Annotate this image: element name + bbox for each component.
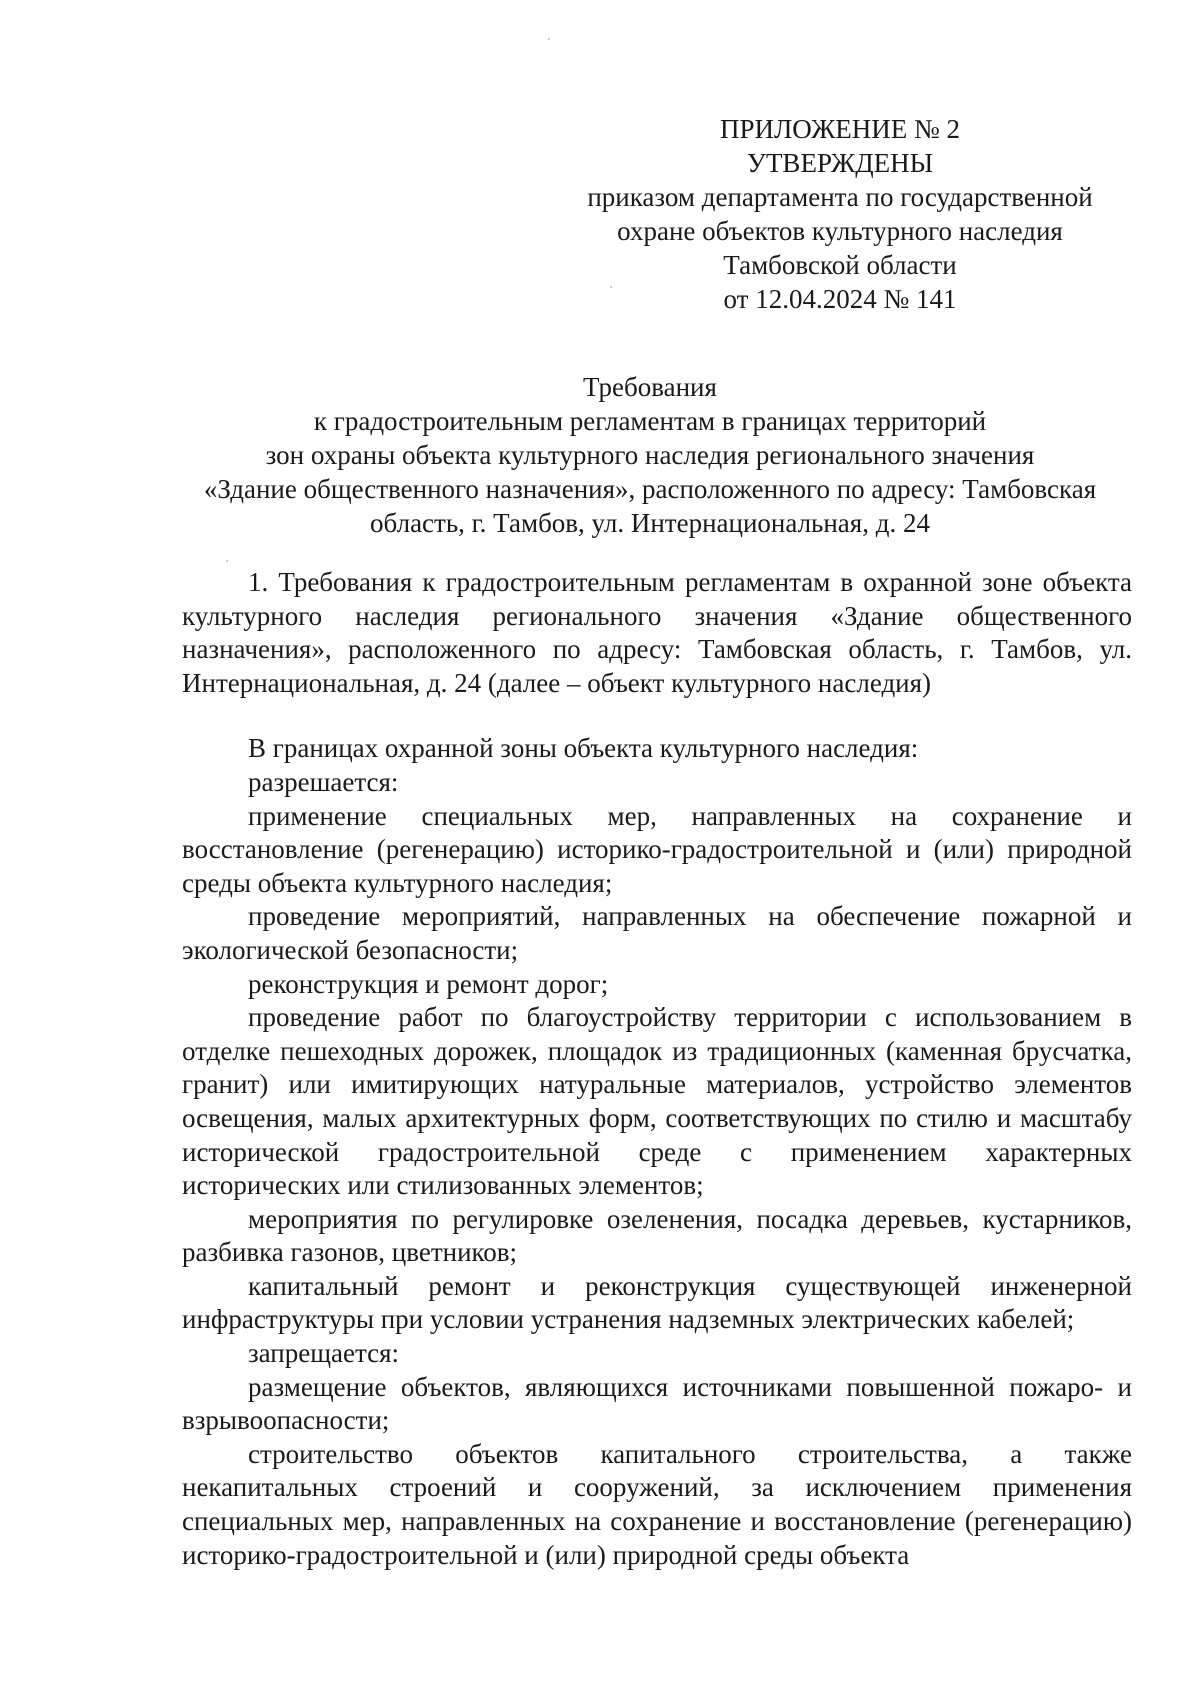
appendix-number: ПРИЛОЖЕНИЕ № 2 — [719, 114, 961, 144]
title-line-5: область, г. Тамбов, ул. Интернациональная, д. 24 — [370, 508, 930, 538]
forbidden-item: строительство объектов капитального строительства, а также некапитальных строений и сооружений, за исключением применения специальных мер, направленных на сохранение и восстановление (регенерацию) историко-градостроительной и (или) природной среды объекта — [182, 1438, 1132, 1570]
title-line-2: к градостроительным регламентам в границах территорий — [313, 406, 987, 436]
approval-line-2: охране объектов культурного наследия — [617, 216, 1063, 246]
approval-date-number: от 12.04.2024 № 141 — [723, 284, 957, 314]
zone-intro: В границах охранной зоны объекта культурного наследия: — [248, 733, 919, 764]
document-title — [160, 370, 1140, 540]
approval-line-3: Тамбовской области — [723, 250, 957, 280]
allowed-item: реконструкция и ремонт дорог; — [248, 968, 609, 999]
approval-block — [560, 112, 1120, 316]
scan-speck — [226, 560, 228, 562]
title-line-1: Требования — [583, 372, 717, 402]
forbidden-label: запрещается: — [248, 1338, 400, 1369]
title-line-3: зон охраны объекта культурного наследия регионального значения — [265, 440, 1035, 470]
forbidden-item: размещение объектов, являющихся источниками повышенной пожаро- и взрывоопасности; — [182, 1371, 1132, 1436]
section-heading: 1. Требования к градостроительным регламентам в охранной зоне объекта культурного наследия регионального значения «Здание общественного назначения», расположенного по адресу: Тамбовская область, г. Тамбов, ул. Интернациональная, д. 24 (далее – объект культурного наследия) — [182, 567, 1132, 698]
approval-line-1: приказом департамента по государственной — [587, 182, 1093, 212]
approved-label: УТВЕРЖДЕНЫ — [746, 148, 934, 178]
allowed-item: мероприятия по регулировке озеленения, посадка деревьев, кустарников, разбивка газонов, цветников; — [182, 1203, 1132, 1268]
paragraph-gap — [182, 700, 1132, 732]
allowed-item: капитальный ремонт и реконструкция существующей инженерной инфраструктуры при условии устранения надземных электрических кабелей; — [182, 1270, 1132, 1335]
allowed-item: применение специальных мер, направленных на сохранение и восстановление (регенерацию) историко-градостроительной и (или) природной среды объекта культурного наследия; — [182, 800, 1132, 898]
scan-speck — [548, 38, 550, 40]
title-line-4: «Здание общественного назначения», расположенного по адресу: Тамбовская — [203, 474, 1097, 504]
allowed-label: разрешается: — [248, 766, 399, 797]
allowed-item: проведение работ по благоустройству территории с использованием в отделке пешеходных дорожек, площадок из традиционных (каменная брусчатка, гранит) или имитирующих натуральные материалов, устройство элементов освещения, малых архитектурных форм, соответствующих по стилю и масштабу исторической градостроительной среде с применением характерных исторических или стилизованных элементов; — [182, 1002, 1132, 1201]
document-body — [182, 566, 1132, 1572]
allowed-item: проведение мероприятий, направленных на обеспечение пожарной и экологической безопасности; — [182, 901, 1132, 965]
